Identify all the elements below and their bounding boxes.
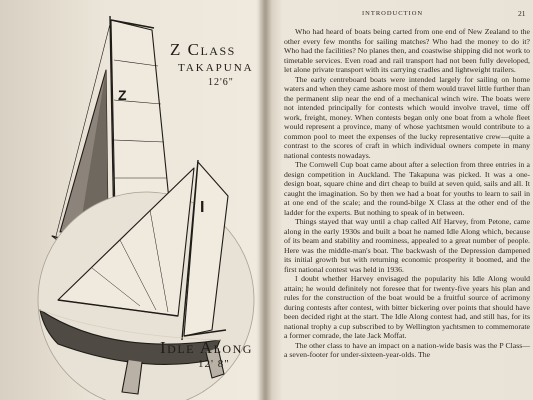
paragraph: I doubt whether Harvey envisaged the popularity his Idle Along would attain; he would definitely not foresee that for twenty-five years his plan and rules for the construction of the boat would be a fruitful source of acrimony during contests after contest, with bitter bickering over points that should have been decided right at the start. The Idle Along contest had, and still has, for its national trophy a cup subscribed to by Wellington yachtsmen to commemorate a former comrade, the late Jack Moffat.: [284, 274, 530, 340]
z-class-length: 12'6": [208, 77, 234, 88]
z-class-subtitle: TAKAPUNA: [178, 62, 254, 74]
paragraph: Things stayed that way until a chap called Alf Harvey, from Petone, came along in the early 1930s and built a boat he named Idle Along which, because of its beam and stability and roominess, appealed to a great number of people. Here was the middle-man's boat. The backwash of the Depression dampened its initial growth but with returning economic prosperity it boomed, and the first national contest was held in 1936.: [284, 217, 530, 274]
right-page: [272, 0, 533, 400]
paragraph: The early centreboard boats were intended largely for sailing on home waters and when they came ashore most of them would travel little further than the permanent slip near the end of a mechanical winch wire. The boats were not intended principally for contests which would involve travel, time off work, freight, money. When contests began only one boat from a whole fleet would represent a province, many of whose yachtsmen would contribute to a common pool to meet the expenses of the lucky representative crew—quite a contrast to the scores of craft in which individual owners compete in many national contests nowadays.: [284, 74, 530, 160]
idle-along-sail-mark: I: [200, 199, 205, 216]
z-class-title: Z Class: [170, 40, 236, 59]
running-head: INTRODUCTION: [362, 10, 424, 17]
idle-along-title: Idle Along: [160, 338, 253, 357]
paragraph: The other class to have an impact on a nation-wide basis was the P Class—a seven-footer for under-sixteen-year-olds. The: [284, 340, 530, 359]
body-text: [284, 27, 530, 360]
idle-along-length: 12' 8": [198, 358, 230, 370]
left-page: [0, 0, 264, 400]
z-sail-mark: Z: [118, 87, 127, 103]
paragraph: The Cornwell Cup boat came about after a selection from three entries in a design competition in Auckland. The Takapuna was picked. It was a one-design boat, square chine and dirt cheap to build at seven quid, sails and all. It caught the imagination. So by then we had a boat for youths to learn to sail in at one end of the scale; and the round-bilge X Class at the other end of the ladder for the experts. But nothing to speak of in between.: [284, 160, 530, 217]
page-number: 21: [518, 9, 526, 18]
paragraph: Who had heard of boats being carted from one end of New Zealand to the other every few months for sailing matches? Who had the money to do it? Who had the facilities? No planes then, and coastwise shipping did not work to timetable services. Even road and rail transport had not been fully developed, let alone private transport with its carrying cradles and lightweight trailers.: [284, 27, 530, 74]
book-spine: [258, 0, 272, 400]
